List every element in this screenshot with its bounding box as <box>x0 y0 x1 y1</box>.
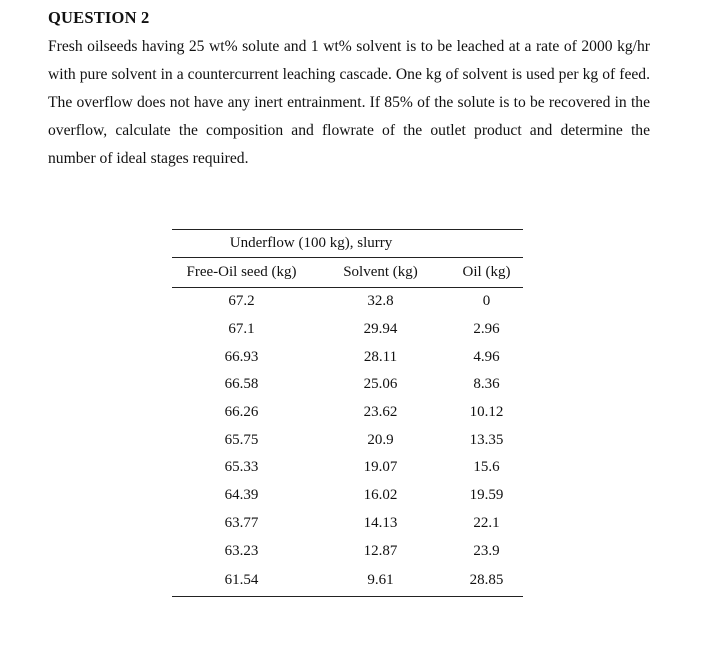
solvent-cell: 25.06 <box>363 376 398 393</box>
table-group-header-row <box>172 230 523 258</box>
free-oil-seed-cell: 63.77 <box>224 514 259 531</box>
solvent-cell: 14.13 <box>363 514 398 531</box>
question-heading: QUESTION 2 <box>48 8 150 27</box>
underflow-data-table <box>172 229 523 597</box>
oil-cell: 19.59 <box>469 487 504 504</box>
question-text: Fresh oilseeds having 25 wt% solute and 1 wt% solvent is to be leached at a rate of 2000 kg/hr with pure solvent in a countercurrent leaching cascade. One kg of solvent is used per kg of feed. The overflow does not have any inert entrainment. If 85% of the solute is to be recovered in the overflow, calculate the composition and flowrate of the outlet product and determine the number of ideal stages required. <box>48 38 650 167</box>
free-oil-seed-cell: 64.39 <box>224 487 259 504</box>
table-row <box>172 371 523 399</box>
free-oil-seed-cell: 66.26 <box>224 404 259 421</box>
free-oil-seed-cell: 67.1 <box>228 321 255 338</box>
column-header-free-oil-seed: Free-Oil seed (kg) <box>172 258 311 288</box>
underflow-group-header: Underflow (100 kg), slurry <box>172 230 450 258</box>
column-header-oil: Oil (kg) <box>450 258 523 288</box>
solvent-cell: 16.02 <box>363 487 398 504</box>
table-column-header-row <box>172 258 523 288</box>
solvent-cell: 23.62 <box>363 404 398 421</box>
table-body <box>172 288 523 597</box>
table-row <box>172 288 523 316</box>
oil-cell: 28.85 <box>450 565 523 597</box>
oil-cell: 15.6 <box>473 459 500 476</box>
table-row <box>172 426 523 454</box>
oil-cell: 13.35 <box>469 431 504 448</box>
table-row <box>172 454 523 482</box>
solvent-cell: 12.87 <box>363 542 398 559</box>
free-oil-seed-cell: 66.58 <box>224 376 259 393</box>
solvent-cell: 29.94 <box>363 321 398 338</box>
solvent-cell: 19.07 <box>363 459 398 476</box>
oil-cell: 22.1 <box>473 514 500 531</box>
solvent-cell: 9.61 <box>311 565 450 597</box>
oil-cell: 2.96 <box>473 321 500 338</box>
free-oil-seed-cell: 61.54 <box>172 565 311 597</box>
solvent-cell: 32.8 <box>367 293 394 310</box>
oil-cell: 4.96 <box>473 348 500 365</box>
table-row <box>172 565 523 597</box>
free-oil-seed-cell: 67.2 <box>228 293 255 310</box>
free-oil-seed-cell: 66.93 <box>224 348 259 365</box>
oil-cell: 10.12 <box>469 404 504 421</box>
table-row <box>172 510 523 538</box>
free-oil-seed-cell: 65.75 <box>224 431 259 448</box>
group-header-spacer <box>450 230 523 258</box>
free-oil-seed-cell: 65.33 <box>224 459 259 476</box>
table-row <box>172 482 523 510</box>
table-row <box>172 316 523 344</box>
table-row <box>172 537 523 565</box>
free-oil-seed-cell: 63.23 <box>224 542 259 559</box>
oil-cell: 23.9 <box>473 542 500 559</box>
oil-cell: 8.36 <box>473 376 500 393</box>
solvent-cell: 28.11 <box>363 348 398 365</box>
oil-cell: 0 <box>482 293 491 310</box>
table-row <box>172 343 523 371</box>
table-row <box>172 399 523 427</box>
solvent-cell: 20.9 <box>367 431 394 448</box>
column-header-solvent: Solvent (kg) <box>311 258 450 288</box>
